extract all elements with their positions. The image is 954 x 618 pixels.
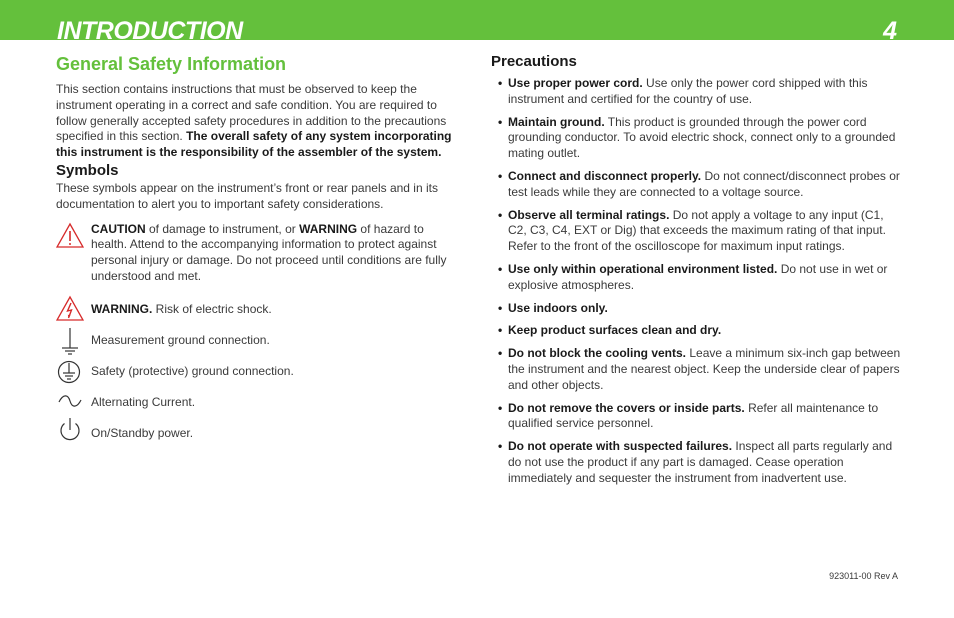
precaution-text: This product is grounded through the power cord grounding conductor. To avoid electric shock, connect only to a grounded mating outlet.: [508, 114, 896, 161]
bullet: •: [498, 114, 503, 129]
measurement-ground-text: Measurement ground connection.: [91, 332, 270, 347]
bullet: •: [498, 168, 503, 183]
caution-text: [91, 222, 460, 285]
bullet: •: [498, 207, 503, 222]
bullet: •: [498, 439, 503, 454]
alternating-current-icon: [56, 387, 84, 415]
precaution-text: Use only the power cord shipped with this instrument and certified for the country of use.: [508, 76, 868, 106]
symbols-heading: Symbols: [56, 161, 119, 179]
page-header: [0, 0, 954, 45]
bullet: •: [498, 346, 503, 361]
precaution-text: Inspect all parts regularly and do not use the product if any part is damaged. Cease operation immediately and sequester the instrument from inadvertent use.: [508, 439, 893, 485]
precaution-title: Observe all terminal ratings.: [508, 207, 670, 222]
caution-text-1: of damage to instrument, or: [145, 221, 300, 236]
precaution-title: Do not remove the covers or inside parts.: [508, 400, 745, 415]
precaution-title: Use proper power cord.: [508, 76, 643, 90]
precaution-text: Do not connect/disconnect probes or test leads while they are connected to a voltage source.: [508, 168, 900, 199]
measurement-ground-entry: [56, 333, 460, 349]
symbols-intro: These symbols appear on the instrument’s front or rear panels and in its documentation to alert you to important safety considerations.: [56, 180, 438, 211]
power-standby-text: On/Standby power.: [91, 425, 194, 440]
bullet: •: [498, 400, 503, 415]
precaution-item: [491, 439, 901, 486]
protective-ground-entry: [56, 364, 460, 380]
precaution-item: [491, 76, 901, 108]
precaution-title: Keep product surfaces clean and dry.: [508, 323, 722, 338]
intro-paragraph: [56, 82, 460, 161]
precaution-text: Do not apply a voltage to any input (C1, C2, C3, C4, EXT or Dig) that exceeds the maximum rating of that input. Refer to the front of the oscilloscope for maximum input ratings.: [508, 207, 886, 254]
right-column: [491, 52, 901, 487]
bullet: •: [498, 76, 503, 90]
precaution-title: Use indoors only.: [508, 300, 608, 315]
intro-bold-text: The overall safety of any system incorporating this instrument is the responsibility of the assembler of the system.: [56, 129, 452, 160]
bullet: •: [498, 323, 503, 338]
warning-entry: [56, 302, 460, 318]
precaution-title: Do not block the cooling vents.: [508, 346, 687, 361]
precaution-title: Connect and disconnect properly.: [508, 168, 702, 183]
precaution-item: [491, 323, 901, 339]
page-number: 4: [883, 17, 897, 45]
precaution-item: [491, 401, 901, 433]
protective-ground-text: Safety (protective) ground connection.: [91, 364, 294, 379]
precaution-title: Maintain ground.: [508, 114, 605, 129]
caution-triangle-icon: [56, 222, 84, 250]
alternating-current-text: Alternating Current.: [91, 395, 196, 410]
precaution-item: [491, 301, 901, 317]
intro-text: This section contains instructions that must be observed to keep the instrument operating in a correct and safe condition. You are required to follow generally accepted safety procedures in addition to the precautions specified in this section.: [56, 82, 447, 144]
measurement-ground-icon: [56, 327, 84, 355]
caution-label: CAUTION: [91, 221, 146, 236]
warning-label: WARNING: [299, 221, 358, 236]
left-column: [56, 52, 460, 442]
electric-shock-icon: [56, 295, 84, 323]
precautions-list: [491, 76, 901, 487]
precaution-item: [491, 262, 901, 294]
warning-shock-text: Risk of electric shock.: [152, 301, 272, 316]
power-standby-entry: [56, 426, 460, 442]
warning-text: [91, 302, 460, 318]
precaution-text: Refer all maintenance to qualified service personnel.: [508, 400, 879, 431]
warning-shock-label: WARNING.: [91, 301, 153, 316]
bullet: •: [498, 300, 503, 315]
document-id: 923011-00 Rev A: [829, 571, 898, 581]
precaution-title: Use only within operational environment listed.: [508, 261, 778, 276]
precaution-item: [491, 208, 901, 255]
precaution-text: Leave a minimum six-inch gap between the instrument and the nearest object. Keep the underside clear of papers and other objects.: [508, 346, 901, 392]
section-heading: General Safety Information: [56, 54, 287, 74]
bullet: •: [498, 261, 503, 276]
precaution-item: [491, 346, 901, 393]
protective-ground-icon: [56, 358, 84, 386]
power-standby-icon: [56, 416, 84, 444]
caution-text-2: of hazard to health. Attend to the accompanying information to protect against personal injury or damage. Do not proceed until conditions are fully understood and met.: [91, 221, 447, 283]
precaution-text: Do not use in wet or explosive atmospheres.: [508, 261, 888, 292]
precaution-item: [491, 115, 901, 162]
precaution-item: [491, 169, 901, 201]
alternating-current-entry: [56, 395, 460, 411]
precaution-title: Do not operate with suspected failures.: [508, 439, 733, 454]
page-title: INTRODUCTION: [57, 17, 243, 45]
caution-entry: [56, 222, 460, 285]
precautions-heading: Precautions: [491, 53, 577, 70]
